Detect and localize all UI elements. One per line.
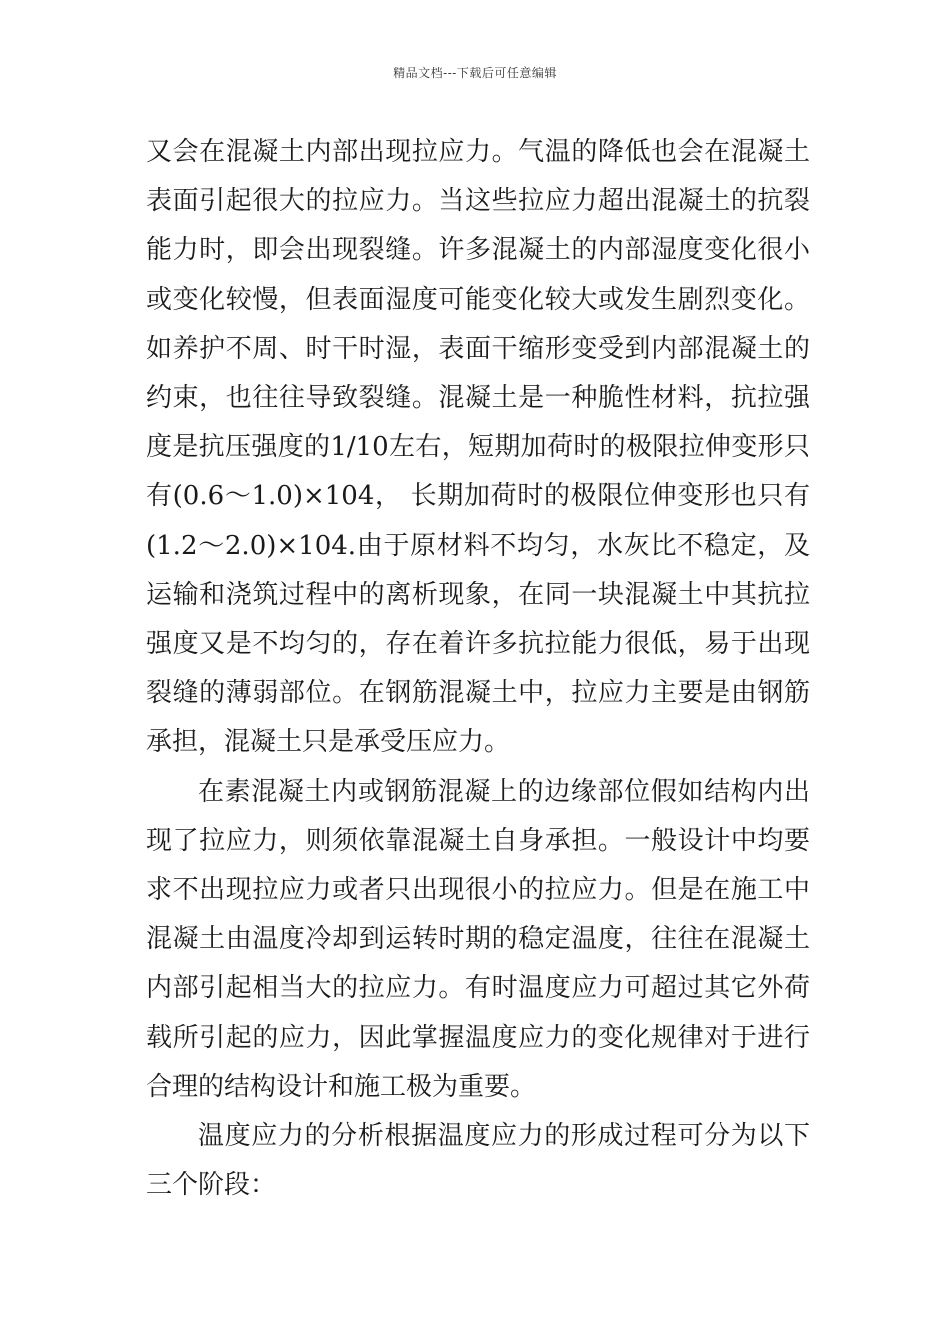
- paragraph-3: 温度应力的分析根据温度应力的形成过程可分为以下三个阶段：: [146, 1121, 810, 1201]
- paragraph-1: 又会在混凝土内部出现拉应力。气温的降低也会在混凝土表面引起很大的拉应力。当这些拉应力超出混凝土的抗裂能力时，即会出现裂缝。许多混凝土的内部湿度变化很小或变化较慢，但表面湿度可能变化较大或发生剧烈变化。如养护不周、时干时湿，表面干缩形变受到内部混凝土的约束，也往往导致裂缝。混凝土是一种脆性材料，抗拉强度是抗压强度的1/10左右，短期加荷时的极限拉伸变形只有(0.6～1.0)×104， 长期加荷时的极限位伸变形也只有(1.2～2.0)×104.由于原材料不均匀，水灰比不稳定，及运输和浇筑过程中的离析现象，在同一块混凝土中其抗拉强度又是不均匀的，存在着许多抗拉能力很低，易于出现裂缝的薄弱部位。在钢筋混凝土中，拉应力主要是由钢筋承担，混凝土只是承受压应力。: [146, 137, 810, 758]
- page-header: 精品文档---下载后可任意编辑: [393, 66, 557, 80]
- document-body: [146, 128, 810, 1210]
- paragraph-2: 在素混凝土内或钢筋混凝上的边缘部位假如结构内出现了拉应力，则须依靠混凝土自身承担。一般设计中均要求不出现拉应力或者只出现很小的拉应力。但是在施工中混凝土由温度冷却到运转时期的稳定温度，往往在混凝土内部引起相当大的拉应力。有时温度应力可超过其它外荷载所引起的应力，因此掌握温度应力的变化规律对于进行合理的结构设计和施工极为重要。: [146, 776, 810, 1102]
